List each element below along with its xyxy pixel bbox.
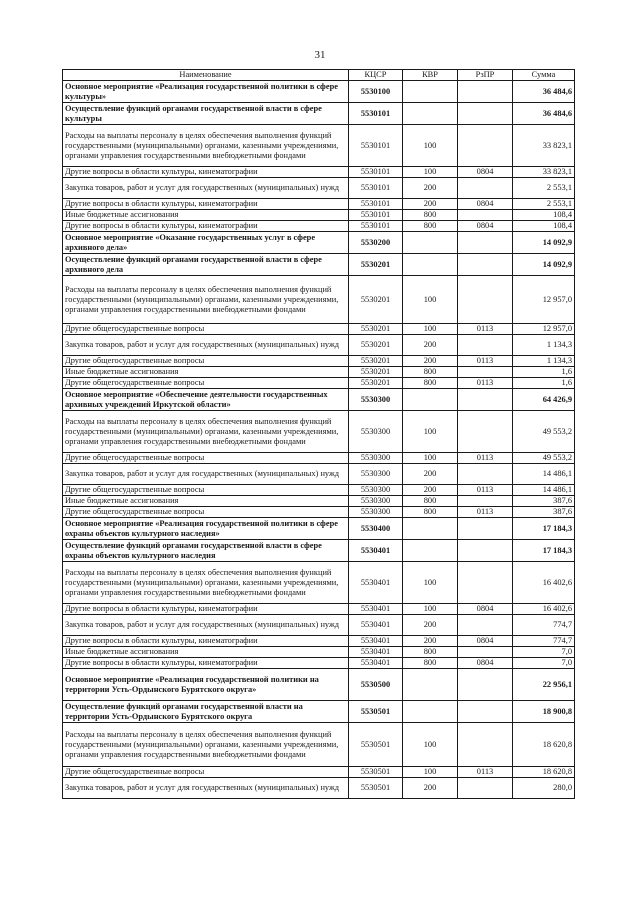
row-rzpr — [458, 778, 513, 799]
table-row — [63, 389, 575, 411]
row-kvr: 200 — [403, 615, 458, 636]
row-code: 5530201 — [349, 378, 403, 389]
row-name: Осуществление функций органами государственной власти в сфере культуры — [63, 103, 349, 125]
row-sum: 774,7 — [513, 636, 575, 647]
table-row — [63, 615, 575, 636]
row-sum: 774,7 — [513, 615, 575, 636]
row-code: 5530201 — [349, 335, 403, 356]
table-row — [63, 464, 575, 485]
row-rzpr — [458, 669, 513, 701]
row-rzpr: 0804 — [458, 636, 513, 647]
row-kvr: 200 — [403, 464, 458, 485]
row-name: Расходы на выплаты персоналу в целях обеспечения выполнения функций государственными (муниципальными) органами, казенными учреждениями, органами управления государственными внебюджетными фондами — [63, 562, 349, 604]
row-name: Другие вопросы в области культуры, кинематографии — [63, 604, 349, 615]
row-sum: 16 402,6 — [513, 604, 575, 615]
row-rzpr — [458, 335, 513, 356]
row-code: 5530401 — [349, 615, 403, 636]
row-name: Другие вопросы в области культуры, кинематографии — [63, 167, 349, 178]
row-sum: 1,6 — [513, 367, 575, 378]
row-rzpr: 0804 — [458, 167, 513, 178]
row-kvr — [403, 669, 458, 701]
row-rzpr — [458, 276, 513, 324]
table-row — [63, 562, 575, 604]
row-rzpr — [458, 723, 513, 767]
row-rzpr: 0113 — [458, 378, 513, 389]
row-sum: 14 092,9 — [513, 254, 575, 276]
row-sum: 17 184,3 — [513, 540, 575, 562]
page-number: 31 — [314, 49, 326, 61]
row-sum: 2 553,1 — [513, 178, 575, 199]
table-row — [63, 221, 575, 232]
row-rzpr — [458, 178, 513, 199]
row-sum: 2 553,1 — [513, 199, 575, 210]
row-rzpr — [458, 389, 513, 411]
table-row — [63, 199, 575, 210]
table-row — [63, 367, 575, 378]
row-sum: 108,4 — [513, 210, 575, 221]
table-row — [63, 254, 575, 276]
row-kvr: 100 — [403, 562, 458, 604]
table-row — [63, 496, 575, 507]
row-rzpr: 0804 — [458, 221, 513, 232]
row-kvr: 100 — [403, 723, 458, 767]
row-sum: 387,6 — [513, 496, 575, 507]
row-sum: 387,6 — [513, 507, 575, 518]
row-code: 5530300 — [349, 496, 403, 507]
row-kvr: 800 — [403, 647, 458, 658]
row-name: Основное мероприятие «Обеспечение деятельности государственных архивных учреждений Иркутской области» — [63, 389, 349, 411]
row-kvr: 200 — [403, 178, 458, 199]
row-code: 5530101 — [349, 167, 403, 178]
row-kvr: 200 — [403, 778, 458, 799]
table-row — [63, 723, 575, 767]
table-row — [63, 636, 575, 647]
row-code: 5530300 — [349, 389, 403, 411]
table-row — [63, 647, 575, 658]
row-code: 5530401 — [349, 604, 403, 615]
row-kvr — [403, 232, 458, 254]
row-sum: 22 956,1 — [513, 669, 575, 701]
row-kvr: 800 — [403, 210, 458, 221]
row-sum: 1 134,3 — [513, 335, 575, 356]
row-kvr: 800 — [403, 221, 458, 232]
row-sum: 1,6 — [513, 378, 575, 389]
row-sum: 17 184,3 — [513, 518, 575, 540]
table-row — [63, 232, 575, 254]
row-rzpr: 0113 — [458, 324, 513, 335]
row-rzpr — [458, 125, 513, 167]
row-rzpr — [458, 367, 513, 378]
row-kvr: 200 — [403, 199, 458, 210]
row-kvr: 200 — [403, 485, 458, 496]
row-code: 5530401 — [349, 658, 403, 669]
table-row — [63, 540, 575, 562]
column-header-kvr: КВР — [403, 70, 458, 81]
table-row — [63, 767, 575, 778]
row-code: 5530201 — [349, 367, 403, 378]
row-code: 5530300 — [349, 453, 403, 464]
row-rzpr — [458, 518, 513, 540]
row-code: 5530300 — [349, 411, 403, 453]
row-sum: 14 486,1 — [513, 485, 575, 496]
row-code: 5530201 — [349, 324, 403, 335]
row-name: Другие общегосударственные вопросы — [63, 453, 349, 464]
row-rzpr — [458, 562, 513, 604]
row-sum: 36 484,6 — [513, 103, 575, 125]
row-sum: 108,4 — [513, 221, 575, 232]
row-kvr — [403, 389, 458, 411]
row-kvr — [403, 518, 458, 540]
row-name: Расходы на выплаты персоналу в целях обеспечения выполнения функций государственными (муниципальными) органами, казенными учреждениями, органами управления государственными внебюджетными фондами — [63, 411, 349, 453]
row-name: Другие вопросы в области культуры, кинематографии — [63, 658, 349, 669]
row-name: Закупка товаров, работ и услуг для государственных (муниципальных) нужд — [63, 464, 349, 485]
table-row — [63, 701, 575, 723]
row-rzpr: 0113 — [458, 507, 513, 518]
row-name: Другие вопросы в области культуры, кинематографии — [63, 199, 349, 210]
row-name: Закупка товаров, работ и услуг для государственных (муниципальных) нужд — [63, 178, 349, 199]
row-code: 5530501 — [349, 723, 403, 767]
row-name: Другие общегосударственные вопросы — [63, 356, 349, 367]
row-kvr: 100 — [403, 604, 458, 615]
row-kvr: 100 — [403, 125, 458, 167]
row-code: 5530401 — [349, 540, 403, 562]
row-sum: 12 957,0 — [513, 276, 575, 324]
row-name: Закупка товаров, работ и услуг для государственных (муниципальных) нужд — [63, 335, 349, 356]
row-rzpr — [458, 103, 513, 125]
table-row — [63, 485, 575, 496]
row-code: 5530101 — [349, 178, 403, 199]
row-code: 5530101 — [349, 125, 403, 167]
table-row — [63, 507, 575, 518]
row-code: 5530401 — [349, 647, 403, 658]
row-rzpr — [458, 464, 513, 485]
row-sum: 14 092,9 — [513, 232, 575, 254]
row-kvr: 100 — [403, 324, 458, 335]
row-rzpr — [458, 615, 513, 636]
row-name: Закупка товаров, работ и услуг для государственных (муниципальных) нужд — [63, 615, 349, 636]
row-code: 5530201 — [349, 254, 403, 276]
table-row — [63, 778, 575, 799]
row-code: 5530300 — [349, 485, 403, 496]
row-sum: 280,0 — [513, 778, 575, 799]
row-code: 5530400 — [349, 518, 403, 540]
table-row — [63, 604, 575, 615]
row-rzpr: 0804 — [458, 199, 513, 210]
row-rzpr — [458, 210, 513, 221]
row-kvr: 200 — [403, 636, 458, 647]
table-row — [63, 378, 575, 389]
table-row — [63, 276, 575, 324]
row-code: 5530100 — [349, 81, 403, 103]
row-kvr: 200 — [403, 356, 458, 367]
row-code: 5530300 — [349, 464, 403, 485]
table-row — [63, 411, 575, 453]
row-name: Основное мероприятие «Реализация государственной политики в сфере охраны объектов культурного наследия» — [63, 518, 349, 540]
row-name: Закупка товаров, работ и услуг для государственных (муниципальных) нужд — [63, 778, 349, 799]
table-row — [63, 453, 575, 464]
row-kvr: 800 — [403, 367, 458, 378]
row-code: 5530101 — [349, 103, 403, 125]
row-sum: 33 823,1 — [513, 125, 575, 167]
row-rzpr — [458, 647, 513, 658]
row-sum: 7,0 — [513, 658, 575, 669]
row-name: Иные бюджетные ассигнования — [63, 647, 349, 658]
row-kvr: 800 — [403, 658, 458, 669]
row-name: Другие вопросы в области культуры, кинематографии — [63, 636, 349, 647]
row-rzpr: 0113 — [458, 356, 513, 367]
row-code: 5530200 — [349, 232, 403, 254]
row-rzpr — [458, 411, 513, 453]
row-name: Расходы на выплаты персоналу в целях обеспечения выполнения функций государственными (муниципальными) органами, казенными учреждениями, органами управления государственными внебюджетными фондами — [63, 276, 349, 324]
row-name: Другие общегосударственные вопросы — [63, 378, 349, 389]
table-row — [63, 81, 575, 103]
table-body — [63, 81, 575, 799]
row-rzpr: 0804 — [458, 604, 513, 615]
row-rzpr: 0113 — [458, 453, 513, 464]
row-rzpr: 0113 — [458, 767, 513, 778]
column-header-sum: Сумма — [513, 70, 575, 81]
budget-table — [62, 69, 575, 799]
row-code: 5530501 — [349, 778, 403, 799]
row-rzpr: 0804 — [458, 658, 513, 669]
table-row — [63, 324, 575, 335]
row-kvr: 100 — [403, 453, 458, 464]
row-name: Иные бюджетные ассигнования — [63, 210, 349, 221]
row-sum: 18 900,8 — [513, 701, 575, 723]
row-name: Расходы на выплаты персоналу в целях обеспечения выполнения функций государственными (муниципальными) органами, казенными учреждениями, органами управления государственными внебюджетными фондами — [63, 723, 349, 767]
row-rzpr — [458, 232, 513, 254]
row-rzpr: 0113 — [458, 485, 513, 496]
row-name: Иные бюджетные ассигнования — [63, 496, 349, 507]
row-name: Осуществление функций органами государственной власти в сфере архивного дела — [63, 254, 349, 276]
row-name: Иные бюджетные ассигнования — [63, 367, 349, 378]
row-kvr — [403, 81, 458, 103]
row-code: 5530201 — [349, 276, 403, 324]
table-row — [63, 167, 575, 178]
row-rzpr — [458, 701, 513, 723]
row-code: 5530101 — [349, 210, 403, 221]
row-rzpr — [458, 81, 513, 103]
row-kvr — [403, 540, 458, 562]
row-kvr — [403, 254, 458, 276]
row-kvr: 100 — [403, 411, 458, 453]
row-name: Другие общегосударственные вопросы — [63, 324, 349, 335]
row-sum: 36 484,6 — [513, 81, 575, 103]
table-row — [63, 103, 575, 125]
row-name: Расходы на выплаты персоналу в целях обеспечения выполнения функций государственными (муниципальными) органами, казенными учреждениями, органами управления государственными внебюджетными фондами — [63, 125, 349, 167]
row-kvr: 800 — [403, 507, 458, 518]
row-code: 5530300 — [349, 507, 403, 518]
row-kvr — [403, 701, 458, 723]
row-sum: 7,0 — [513, 647, 575, 658]
row-kvr: 100 — [403, 276, 458, 324]
row-code: 5530201 — [349, 356, 403, 367]
row-kvr: 200 — [403, 335, 458, 356]
row-kvr: 100 — [403, 767, 458, 778]
column-header-name: Наименование — [63, 70, 349, 81]
row-sum: 18 620,8 — [513, 767, 575, 778]
row-name: Другие вопросы в области культуры, кинематографии — [63, 221, 349, 232]
row-code: 5530500 — [349, 669, 403, 701]
row-code: 5530401 — [349, 636, 403, 647]
row-name: Другие общегосударственные вопросы — [63, 485, 349, 496]
row-code: 5530501 — [349, 701, 403, 723]
table-row — [63, 210, 575, 221]
row-rzpr — [458, 496, 513, 507]
row-name: Другие общегосударственные вопросы — [63, 767, 349, 778]
row-code: 5530401 — [349, 562, 403, 604]
row-rzpr — [458, 254, 513, 276]
column-header-rzpr: РзПР — [458, 70, 513, 81]
row-kvr — [403, 103, 458, 125]
table-row — [63, 669, 575, 701]
row-sum: 12 957,0 — [513, 324, 575, 335]
row-kvr: 800 — [403, 496, 458, 507]
row-name: Другие общегосударственные вопросы — [63, 507, 349, 518]
row-name: Основное мероприятие «Реализация государственной политики на территории Усть-Ордынского Бурятского округа» — [63, 669, 349, 701]
row-code: 5530101 — [349, 199, 403, 210]
table-row — [63, 518, 575, 540]
row-rzpr — [458, 540, 513, 562]
table-row — [63, 335, 575, 356]
row-name: Основное мероприятие «Реализация государственной политики в сфере культуры» — [63, 81, 349, 103]
row-kvr: 100 — [403, 167, 458, 178]
row-sum: 64 426,9 — [513, 389, 575, 411]
row-name: Осуществление функций органами государственной власти на территории Усть-Ордынского Бурятского округа — [63, 701, 349, 723]
row-sum: 14 486,1 — [513, 464, 575, 485]
row-code: 5530501 — [349, 767, 403, 778]
row-name: Основное мероприятие «Оказание государственных услуг в сфере архивного дела» — [63, 232, 349, 254]
table-row — [63, 178, 575, 199]
table-row — [63, 125, 575, 167]
table-header-row — [63, 70, 575, 81]
row-sum: 49 553,2 — [513, 453, 575, 464]
row-sum: 18 620,8 — [513, 723, 575, 767]
row-sum: 1 134,3 — [513, 356, 575, 367]
row-kvr: 800 — [403, 378, 458, 389]
table-row — [63, 356, 575, 367]
row-sum: 49 553,2 — [513, 411, 575, 453]
row-code: 5530101 — [349, 221, 403, 232]
column-header-code: КЦСР — [349, 70, 403, 81]
table-row — [63, 658, 575, 669]
row-sum: 33 823,1 — [513, 167, 575, 178]
row-name: Осуществление функций органами государственной власти в сфере охраны объектов культурного наследия — [63, 540, 349, 562]
row-sum: 16 402,6 — [513, 562, 575, 604]
